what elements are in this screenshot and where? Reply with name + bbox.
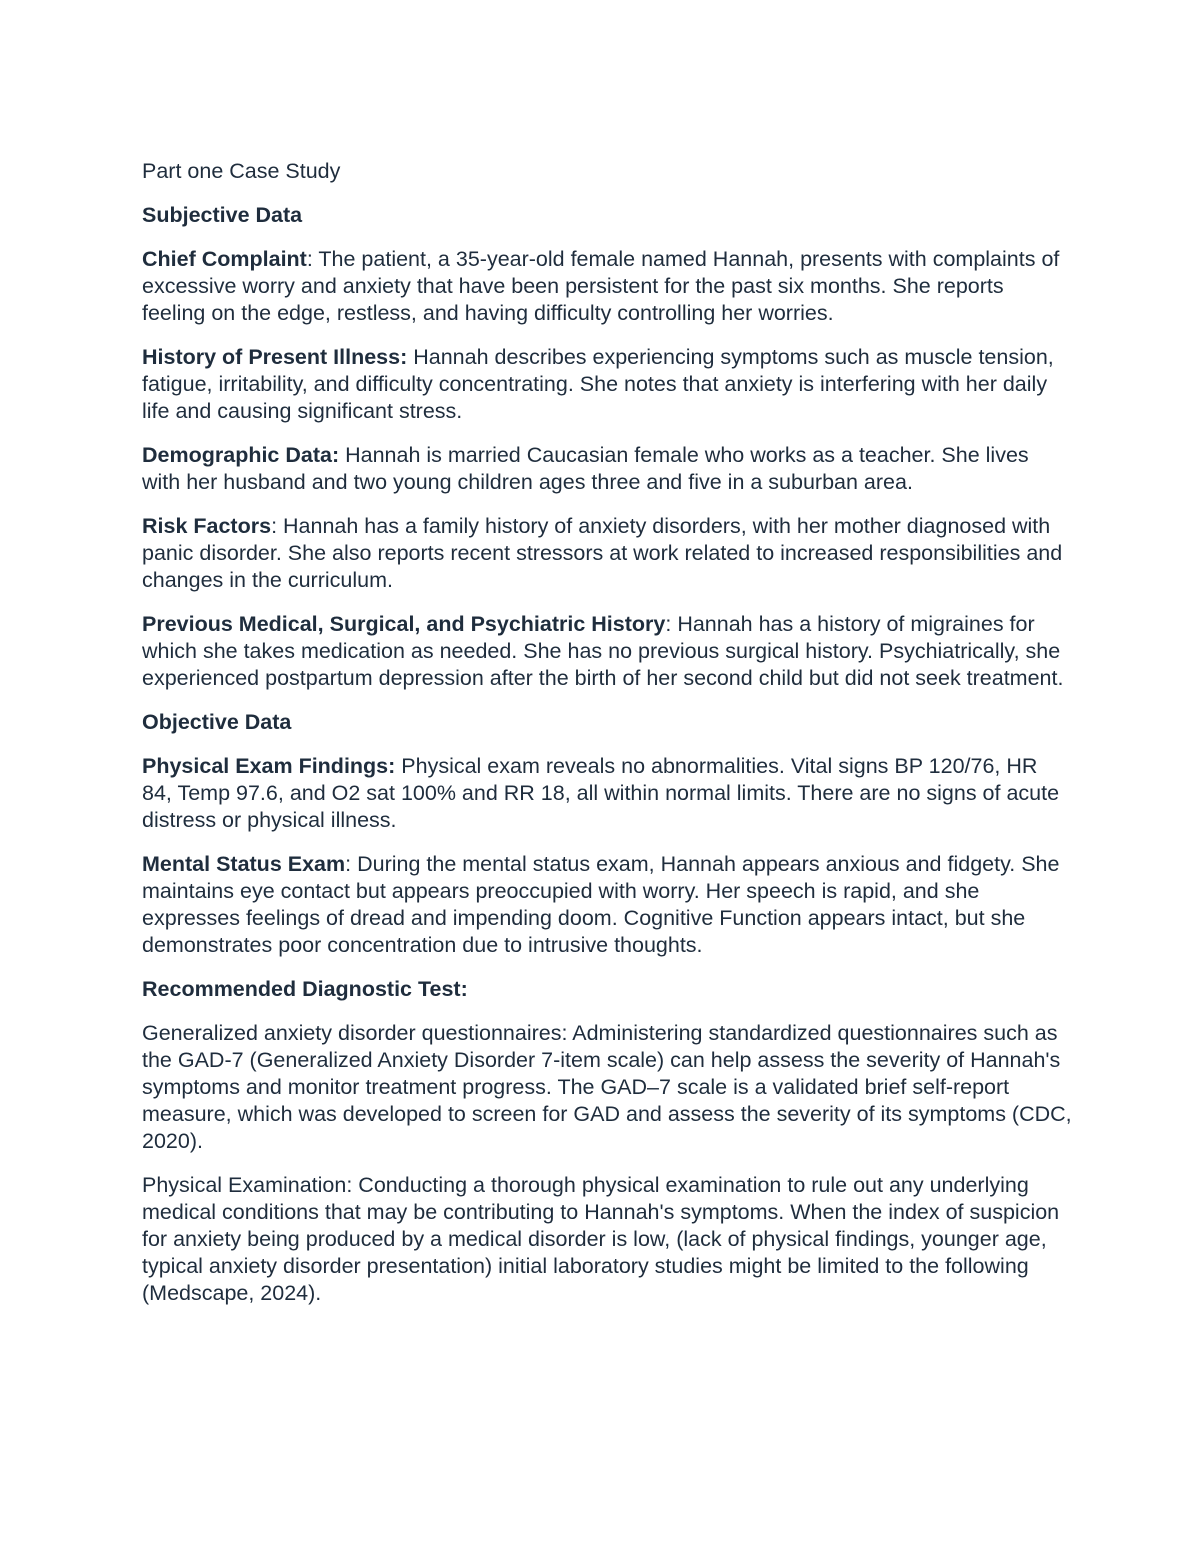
history-paragraph xyxy=(142,611,1072,692)
document-body xyxy=(142,158,1072,1324)
chief-complaint-separator: : xyxy=(306,247,313,271)
mental-status-label: Mental Status Exam xyxy=(142,852,346,876)
physical-exam-label: Physical Exam Findings: xyxy=(142,754,396,778)
demographic-text: Hannah is married Caucasian female who works as a teacher. She lives with her husband and two young children ages three and five in a suburban area. xyxy=(142,443,1029,494)
mental-status-text: During the mental status exam, Hannah appears anxious and fidgety. She maintains eye contact but appears preoccupied with worry. Her speech is rapid, and she expresses feelings of dread and impending doom. Cognitive Function appears intact, but she demonstrates poor concentration due to intrusive thoughts. xyxy=(142,852,1060,957)
history-separator: : xyxy=(665,612,672,636)
mental-status-paragraph xyxy=(142,851,1072,959)
subjective-data-heading: Subjective Data xyxy=(142,203,303,227)
mental-status-separator: : xyxy=(345,852,352,876)
objective-data-heading: Objective Data xyxy=(142,710,292,734)
chief-complaint-label: Chief Complaint xyxy=(142,247,307,271)
document-title: Part one Case Study xyxy=(142,159,341,183)
hpi-paragraph xyxy=(142,344,1072,425)
physical-exam-text: Physical exam reveals no abnormalities. Vital signs BP 120/76, HR 84, Temp 97.6, and O2 sat 100% and RR 18, all within normal limits. There are no signs of acute distress or physical illness. xyxy=(142,754,1060,832)
physical-exam-paragraph xyxy=(142,753,1072,834)
chief-complaint-text: The patient, a 35-year-old female named Hannah, presents with complaints of excessive worry and anxiety that have been persistent for the past six months. She reports feeling on the edge, restless, and having difficulty controlling her worries. xyxy=(142,247,1060,325)
history-label: Previous Medical, Surgical, and Psychiatric History xyxy=(142,612,666,636)
demographic-paragraph xyxy=(142,442,1072,496)
risk-factors-paragraph xyxy=(142,513,1072,594)
risk-factors-separator: : xyxy=(271,514,278,538)
gad-questionnaire-paragraph: Generalized anxiety disorder questionnaires: Administering standardized questionnaires such as the GAD-7 (Generalized Anxiety Disorder 7-item scale) can help assess the severity of Hannah's symptoms and monitor treatment progress. The GAD–7 scale is a validated brief self-report measure, which was developed to screen for GAD and assess the severity of its symptoms (CDC, 2020). xyxy=(142,1021,1072,1153)
history-text: Hannah has a history of migraines for which she takes medication as needed. She has no previous surgical history. Psychiatrically, she experienced postpartum depression after the birth of her second child but did not seek treatment. xyxy=(142,612,1064,690)
physical-examination-paragraph: Physical Examination: Conducting a thorough physical examination to rule out any underlying medical conditions that may be contributing to Hannah's symptoms. When the index of suspicion for anxiety being produced by a medical disorder is low, (lack of physical findings, younger age, typical anxiety disorder presentation) initial laboratory studies might be limited to the following (Medscape, 2024). xyxy=(142,1173,1060,1305)
diagnostic-test-heading: Recommended Diagnostic Test: xyxy=(142,977,468,1001)
hpi-text: Hannah describes experiencing symptoms such as muscle tension, fatigue, irritability, and difficulty concentrating. She notes that anxiety is interfering with her daily life and causing significant stress. xyxy=(142,345,1054,423)
chief-complaint-paragraph xyxy=(142,246,1072,327)
risk-factors-text: Hannah has a family history of anxiety disorders, with her mother diagnosed with panic disorder. She also reports recent stressors at work related to increased responsibilities and changes in the curriculum. xyxy=(142,514,1063,592)
demographic-label: Demographic Data: xyxy=(142,443,340,467)
risk-factors-label: Risk Factors xyxy=(142,514,272,538)
hpi-label: History of Present Illness: xyxy=(142,345,408,369)
